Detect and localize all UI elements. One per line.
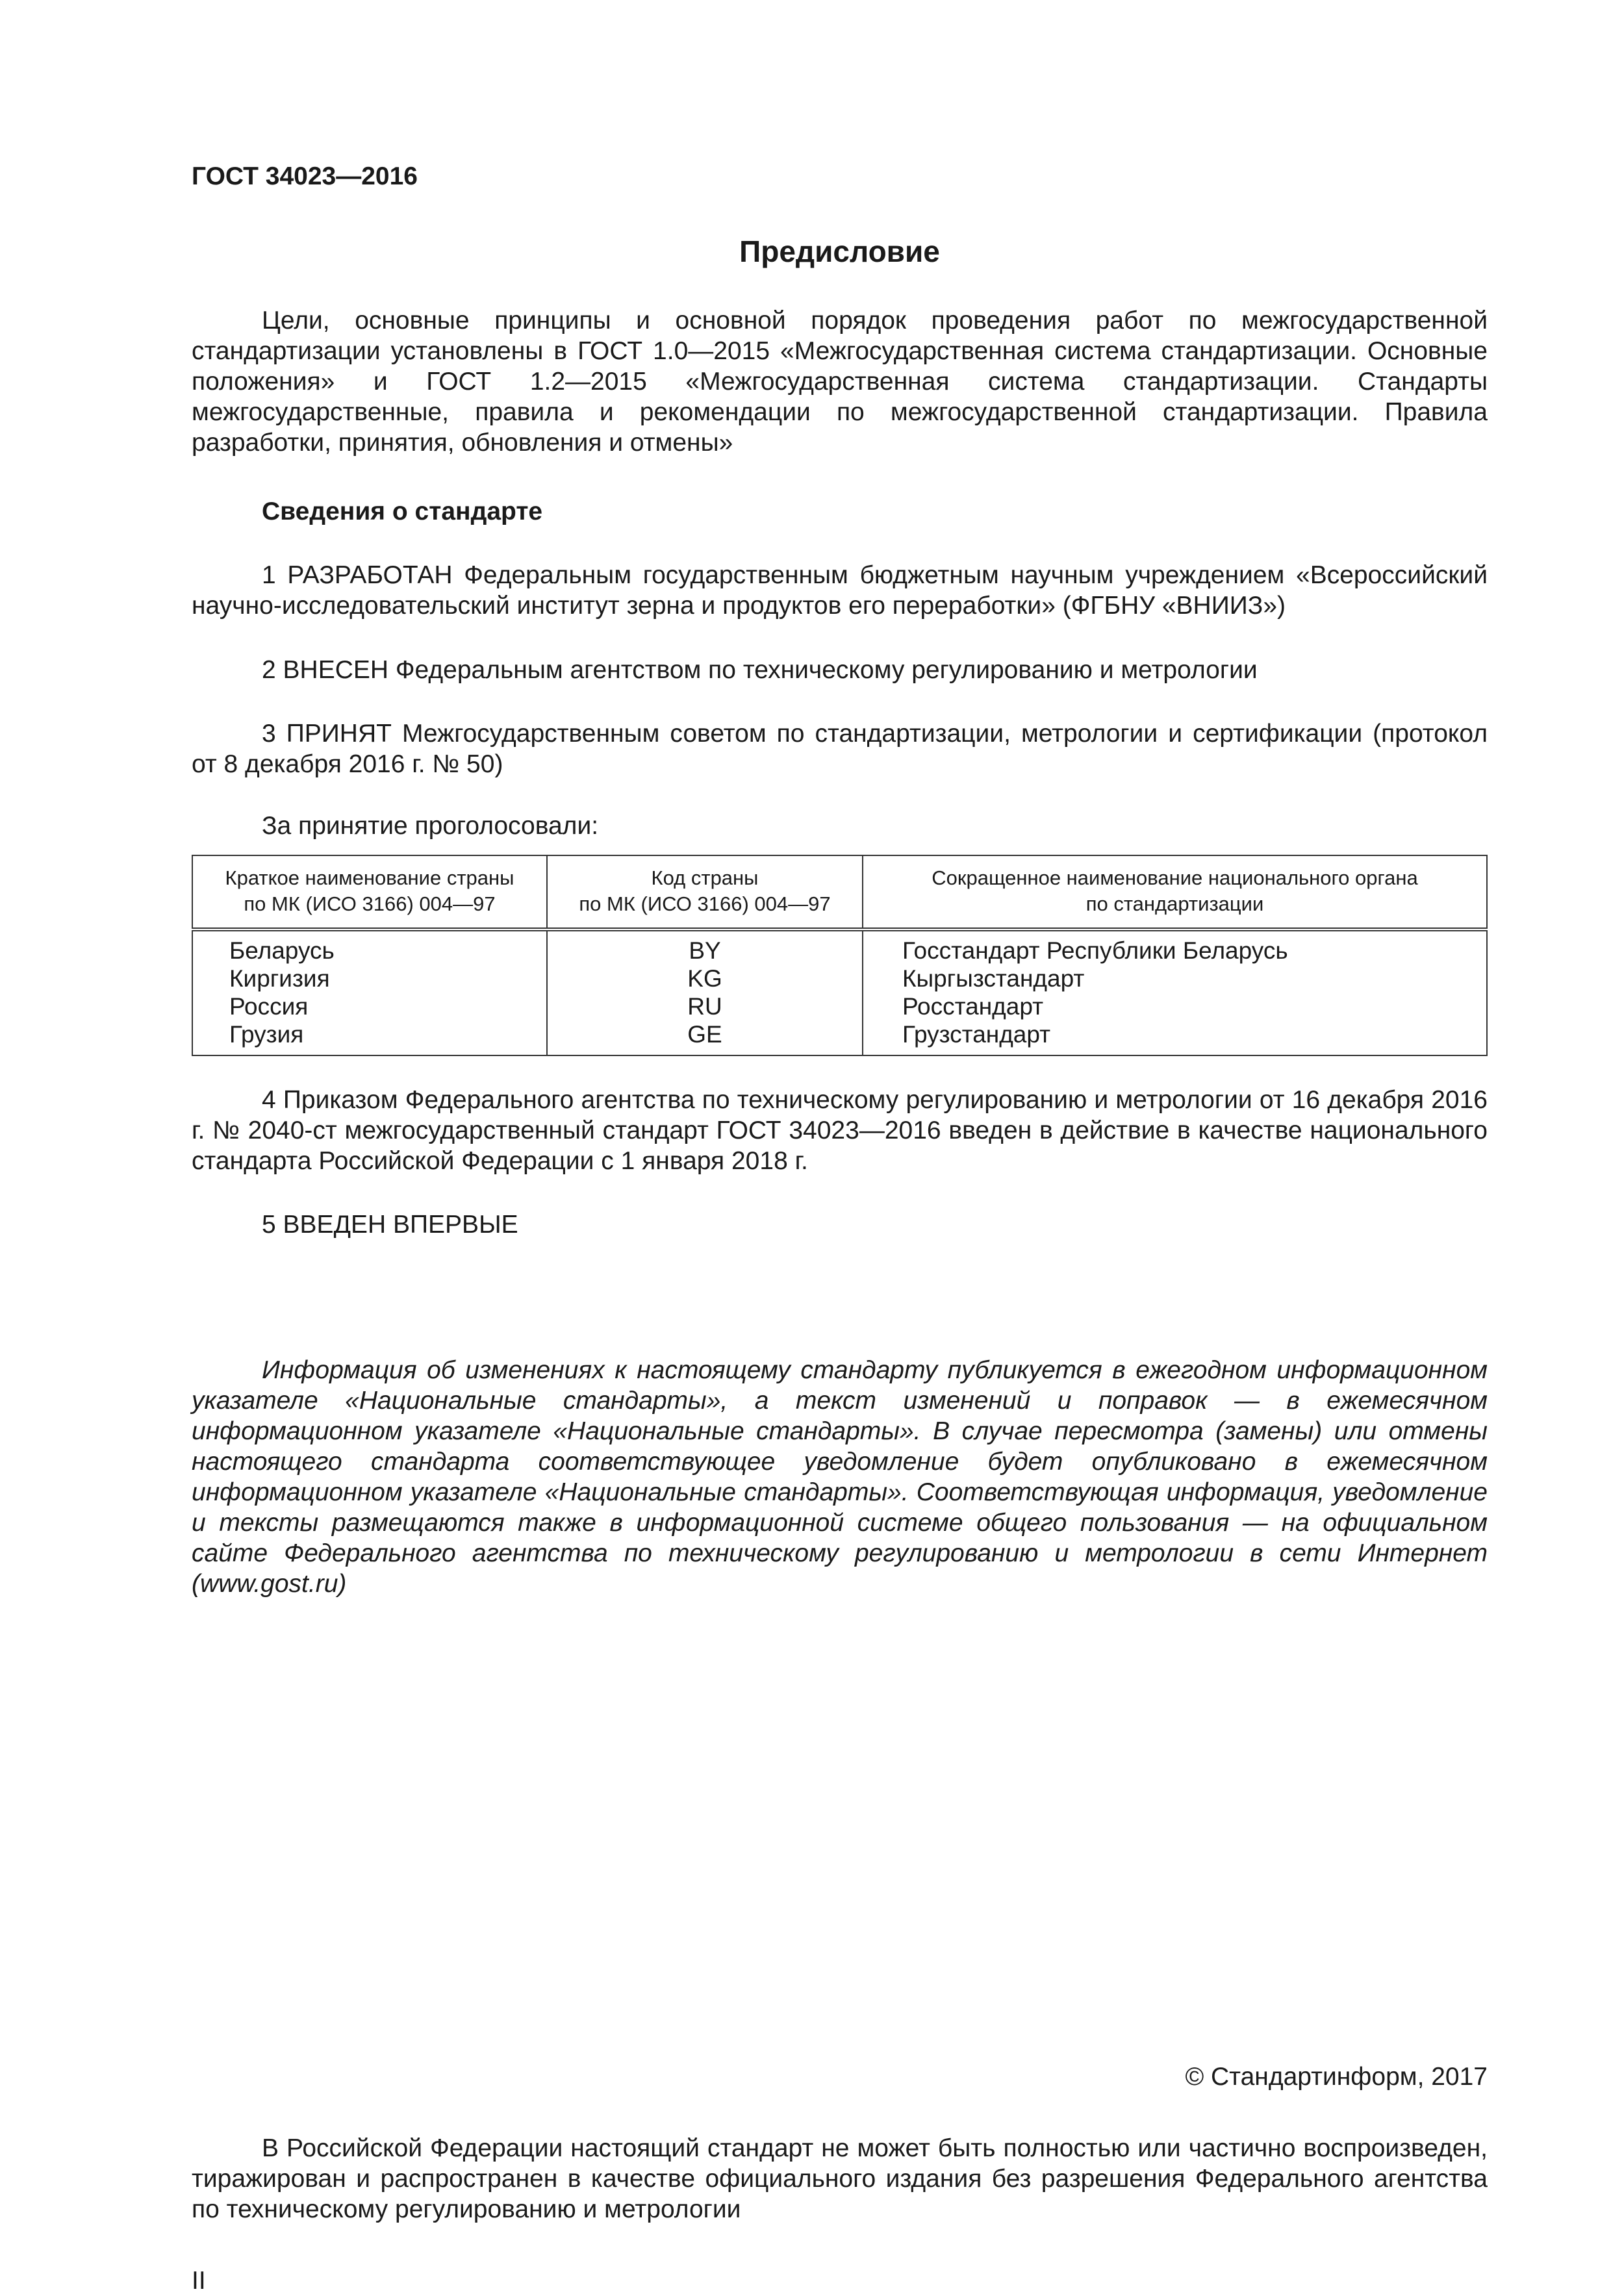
table-row [192, 929, 1487, 965]
page-title: Предисловие [739, 234, 940, 268]
country-code-cell: KG [547, 965, 863, 992]
document-id: ГОСТ 34023—2016 [192, 162, 418, 190]
country-name-cell: Киргизия [192, 965, 547, 992]
page-number: II [192, 2267, 206, 2295]
item-2: 2 ВНЕСЕН Федеральным агентством по техническому регулированию и метрологии [262, 656, 1258, 684]
copyright: © Стандартинформ, 2017 [1185, 2063, 1488, 2091]
section-heading: Сведения о стандарте [262, 498, 543, 525]
document-page [192, 161, 1488, 2295]
voting-table [192, 855, 1488, 1056]
national-body-cell: Госстандарт Республики Беларусь [902, 937, 1288, 964]
country-code-cell: GE [547, 1020, 863, 1055]
country-name-cell: Грузия [192, 1020, 547, 1055]
intro-paragraph: Цели, основные принципы и основной порядок проведения работ по межгосударственной стандартизации установлены в ГОСТ 1.0—2015 «Межгосударственная система стандартизации. Основные положения» и ГОСТ 1.2—2015 «Межгосударственная система стандартизации. Стандарты межгосударственные, правила и рекомендации по межгосударственной стандартизации. Правила разработки, принятия, обновления и отмены» [192, 307, 1488, 457]
header-country-name: Краткое наименование страны по МК (ИСО 3166) 004—97 [192, 855, 547, 929]
national-body-cell: Грузстандарт [902, 1021, 1051, 1048]
country-code-cell: BY [547, 929, 863, 965]
national-body-cell: Кыргызстандарт [902, 965, 1085, 992]
item-3: 3 ПРИНЯТ Межгосударственным советом по стандартизации, метрологии и сертификации (протокол от 8 декабря 2016 г. № 50) [192, 720, 1488, 778]
country-code-cell: RU [547, 992, 863, 1020]
header-country-code: Код страны по МК (ИСО 3166) 004—97 [547, 855, 863, 929]
item-1: 1 РАЗРАБОТАН Федеральным государственным бюджетным научным учреждением «Всероссийский научно-исследовательский институт зерна и продуктов его переработки» (ФГБНУ «ВНИИЗ») [192, 561, 1488, 620]
table-header-row [192, 855, 1487, 929]
item-5: 5 ВВЕДЕН ВПЕРВЫЕ [262, 1211, 518, 1239]
item-4: 4 Приказом Федерального агентства по техническому регулированию и метрологии от 16 декабря 2016 г. № 2040-ст межгосударственный стандарт ГОСТ 34023—2016 введен в действие в качестве национального стандарта Российской Федерации с 1 января 2018 г. [192, 1086, 1488, 1175]
restriction-notice: В Российской Федерации настоящий стандарт не может быть полностью или частично воспроизведен, тиражирован и распространен в качестве официального издания без разрешения Федерального агентства по техническому регулированию и метрологии [192, 2134, 1488, 2223]
national-body-cell: Росстандарт [902, 993, 1044, 1020]
table-row [192, 992, 1487, 1020]
country-name-cell: Беларусь [192, 929, 547, 965]
table-row [192, 965, 1487, 992]
table-row [192, 1020, 1487, 1055]
header-national-body: Сокращенное наименование национального органа по стандартизации [863, 855, 1487, 929]
info-notice: Информация об изменениях к настоящему стандарту публикуется в ежегодном информационном указателе «Национальные стандарты», а текст изменений и поправок — в ежемесячном информационном указателе «Национальные стандарты». В случае пересмотра (замены) или отмены настоящего стандарта соответствующее уведомление будет опубликовано в ежемесячном информационном указателе «Национальные стандарты». Соответствующая информация, уведомление и тексты размещаются также в информационной системе общего пользования — на официальном сайте Федерального агентства по техническому регулированию и метрологии в сети Интернет (www.gost.ru) [192, 1356, 1488, 1598]
country-name-cell: Россия [192, 992, 547, 1020]
vote-caption: За принятие проголосовали: [262, 812, 599, 840]
